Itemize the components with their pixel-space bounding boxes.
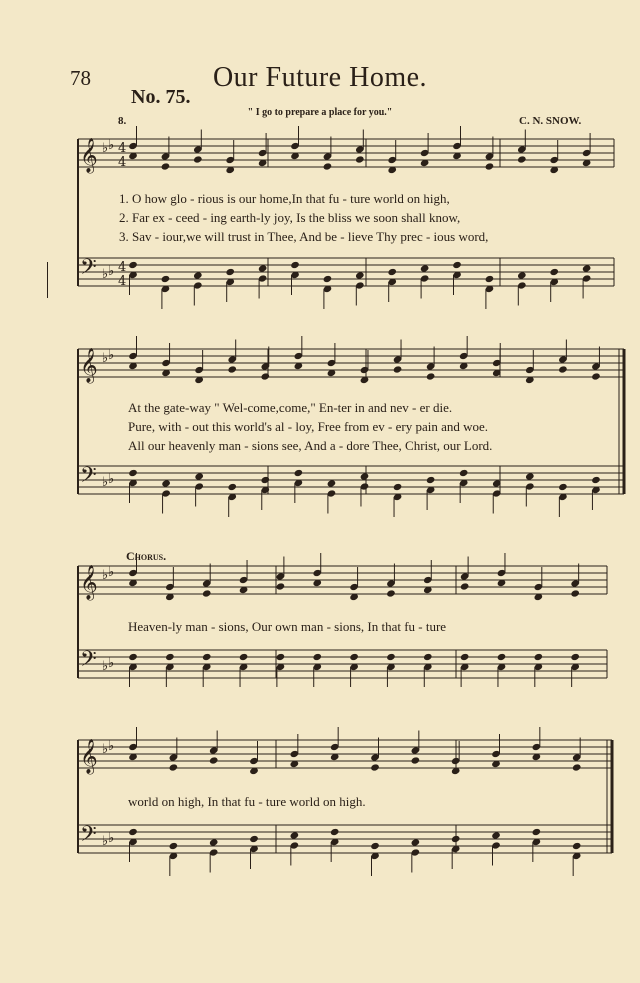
note-head	[258, 264, 268, 272]
note-head	[360, 472, 370, 480]
note-head	[323, 275, 333, 283]
note-head	[423, 653, 433, 661]
note-head	[420, 264, 430, 272]
note-head	[591, 372, 601, 380]
page-number: 78	[70, 66, 91, 90]
note-head	[128, 653, 138, 661]
key-signature-flat: ♭	[108, 348, 115, 363]
key-signature-flat: ♭	[108, 656, 115, 671]
note-head	[485, 275, 495, 283]
note-head	[534, 653, 544, 661]
staff-system-4	[78, 727, 612, 876]
note-head	[572, 763, 582, 771]
note-head	[169, 763, 179, 771]
time-signature: 4	[118, 274, 127, 289]
note-head	[227, 365, 237, 373]
note-head	[161, 162, 171, 170]
note-head	[570, 589, 580, 597]
chorus-lyric-line-1: Heaven-ly man - sions, Our own man - sions, In that fu - ture	[128, 619, 447, 634]
key-signature-flat: ♭	[108, 138, 115, 153]
treble-clef: 𝄞	[80, 348, 98, 383]
note-head	[165, 653, 175, 661]
note-head	[485, 162, 495, 170]
key-signature-flat: ♭	[108, 565, 115, 580]
note-head	[572, 842, 582, 850]
staff-system-1	[78, 126, 614, 309]
note-head	[452, 261, 462, 269]
note-head	[209, 838, 219, 846]
note-head	[294, 469, 304, 477]
note-head	[161, 479, 171, 487]
note-head	[355, 155, 365, 163]
note-head	[330, 828, 340, 836]
bass-clef: 𝄢	[80, 255, 97, 285]
note-head	[225, 268, 235, 276]
key-signature-flat: ♭	[102, 742, 109, 757]
verse-3-line-1: 3. Sav - iour,we will trust in Thee, And be - lieve Thy prec - ious word,	[119, 229, 489, 244]
note-head	[128, 261, 138, 269]
note-head	[411, 838, 421, 846]
key-signature-flat: ♭	[108, 472, 115, 487]
note-head	[276, 582, 286, 590]
note-head	[260, 476, 270, 484]
note-head	[517, 155, 527, 163]
note-head	[532, 828, 542, 836]
note-head	[260, 372, 270, 380]
note-head	[276, 653, 286, 661]
note-head	[426, 372, 436, 380]
note-head	[386, 653, 396, 661]
key-signature-flat: ♭	[102, 568, 109, 583]
bass-clef: 𝄢	[80, 822, 97, 852]
staff-system-2	[78, 336, 624, 517]
note-head	[194, 472, 204, 480]
verse-2-line-1: 2. Far ex - ceed - ing earth-ly joy, Is the bliss we soon shall know,	[119, 210, 461, 225]
scripture-epigraph: " I go to prepare a place for you."	[247, 107, 393, 118]
verse-2-line-2: Pure, with - out this world's al - loy, Free from ev - ery pain and woe.	[128, 419, 489, 434]
note-head	[202, 589, 212, 597]
key-signature-flat: ♭	[108, 831, 115, 846]
key-signature-flat: ♭	[108, 264, 115, 279]
note-head	[549, 268, 559, 276]
note-head	[393, 483, 403, 491]
note-head	[591, 476, 601, 484]
note-head	[193, 155, 203, 163]
hymn-number: No. 75.	[131, 86, 191, 108]
note-head	[459, 469, 469, 477]
note-head	[128, 469, 138, 477]
note-head	[355, 271, 365, 279]
note-head	[558, 483, 568, 491]
chorus-label: Chorus.	[126, 549, 167, 563]
key-signature-flat: ♭	[102, 659, 109, 674]
chorus-lyric-line-2: world on high, In that fu - ture world on high.	[128, 794, 366, 809]
note-head	[460, 653, 470, 661]
note-head	[460, 582, 470, 590]
key-signature-flat: ♭	[108, 739, 115, 754]
note-head	[411, 756, 421, 764]
staff-system-3	[78, 553, 607, 687]
note-head	[161, 275, 171, 283]
note-head	[323, 162, 333, 170]
note-head	[426, 476, 436, 484]
note-head	[497, 653, 507, 661]
key-signature-flat: ♭	[102, 141, 109, 156]
note-head	[169, 842, 179, 850]
verse-1-line-1: 1. O how glo - rious is our home,In that fu - ture world on high,	[119, 191, 450, 206]
verse-3-line-2: All our heavenly man - sions see, And a - dore Thee, Christ, our Lord.	[128, 438, 493, 453]
treble-clef: 𝄞	[80, 739, 98, 774]
verse-1-line-2: At the gate-way " Wel-come,come," En-ter in and nev - er die.	[128, 400, 453, 415]
note-head	[227, 483, 237, 491]
note-head	[525, 472, 535, 480]
key-signature-flat: ♭	[102, 351, 109, 366]
note-head	[327, 479, 337, 487]
composer-credit: C. N. SNOW.	[519, 115, 582, 127]
note-head	[349, 653, 359, 661]
key-signature-flat: ♭	[102, 267, 109, 282]
note-head	[517, 271, 527, 279]
treble-clef: 𝄞	[80, 565, 98, 600]
key-signature-flat: ♭	[102, 834, 109, 849]
note-head	[387, 268, 397, 276]
key-signature-flat: ♭	[102, 475, 109, 490]
staff-systems	[78, 126, 624, 876]
note-head	[393, 365, 403, 373]
note-head	[249, 835, 259, 843]
time-signature: 4	[118, 155, 127, 170]
note-head	[558, 365, 568, 373]
bass-clef: 𝄢	[80, 463, 97, 493]
meter-label: 8.	[118, 115, 127, 127]
note-head	[290, 261, 300, 269]
hymn-title: Our Future Home.	[212, 62, 428, 93]
note-head	[312, 653, 322, 661]
note-head	[451, 835, 461, 843]
note-head	[570, 653, 580, 661]
note-head	[386, 589, 396, 597]
note-head	[370, 842, 380, 850]
time-signature: 4	[118, 141, 127, 156]
note-head	[582, 264, 592, 272]
note-head	[128, 828, 138, 836]
note-head	[370, 763, 380, 771]
note-head	[193, 271, 203, 279]
bass-clef: 𝄢	[80, 647, 97, 677]
note-head	[491, 831, 501, 839]
treble-clef: 𝄞	[80, 138, 98, 173]
note-head	[209, 756, 219, 764]
time-signature: 4	[118, 260, 127, 275]
note-head	[290, 831, 300, 839]
note-head	[202, 653, 212, 661]
note-head	[239, 653, 249, 661]
